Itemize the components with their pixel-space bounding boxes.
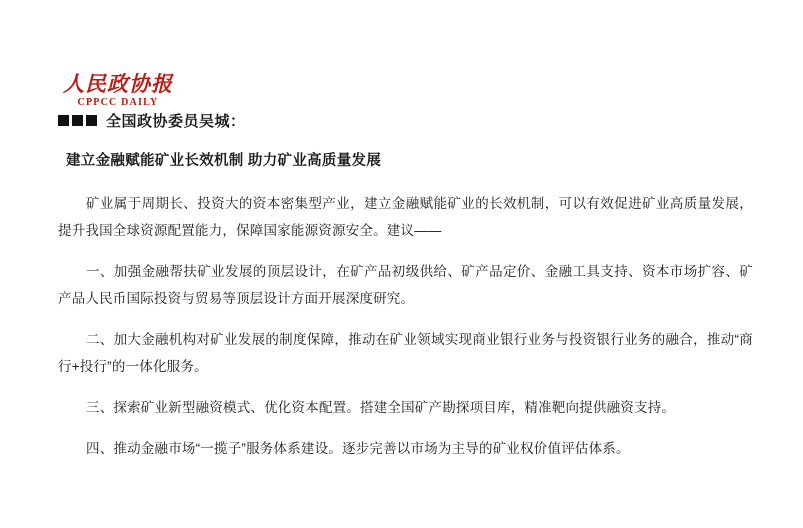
article-paragraph: 一、加强金融帮扶矿业发展的顶层设计，在矿产品初级供给、矿产品定价、金融工具支持、资本市场扩容、矿产品人民币国际投资与贸易等顶层设计方面开展深度研究。 [58,264,753,306]
article-byline [58,110,758,131]
masthead-logo [58,72,178,108]
masthead-english-title: CPPCC DAILY [77,97,159,109]
article-paragraph: 矿业属于周期长、投资大的资本密集型产业，建立金融赋能矿业的长效机制，可以有效促进矿业高质量发展，提升我国全球资源配置能力，保障国家能源资源安全。建议—— [58,196,753,238]
article-paragraph: 二、加大金融机构对矿业发展的制度保障，推动在矿业领域实现商业银行业务与投资银行业务的融合，推动“商行+投行”的一体化服务。 [58,332,753,374]
square-marker-icon [72,115,83,126]
article-paragraph: 三、探索矿业新型融资模式、优化资本配置。搭建全国矿产勘探项目库，精准靶向提供融资支持。 [86,400,676,415]
square-marker-icon [86,115,97,126]
byline-label: 全国政协委员吴城： [106,113,246,130]
square-marker-icon [58,115,69,126]
bullet-squares-icon [58,115,100,126]
article-paragraph: 四、推动金融市场“一揽子”服务体系建设。逐步完善以市场为主导的矿业权价值评估体系。 [86,441,630,456]
article-body [58,110,758,476]
article-headline: 建立金融赋能矿业长效机制 助力矿业高质量发展 [66,153,382,169]
masthead-chinese-title: 人民政协报 [63,71,173,96]
